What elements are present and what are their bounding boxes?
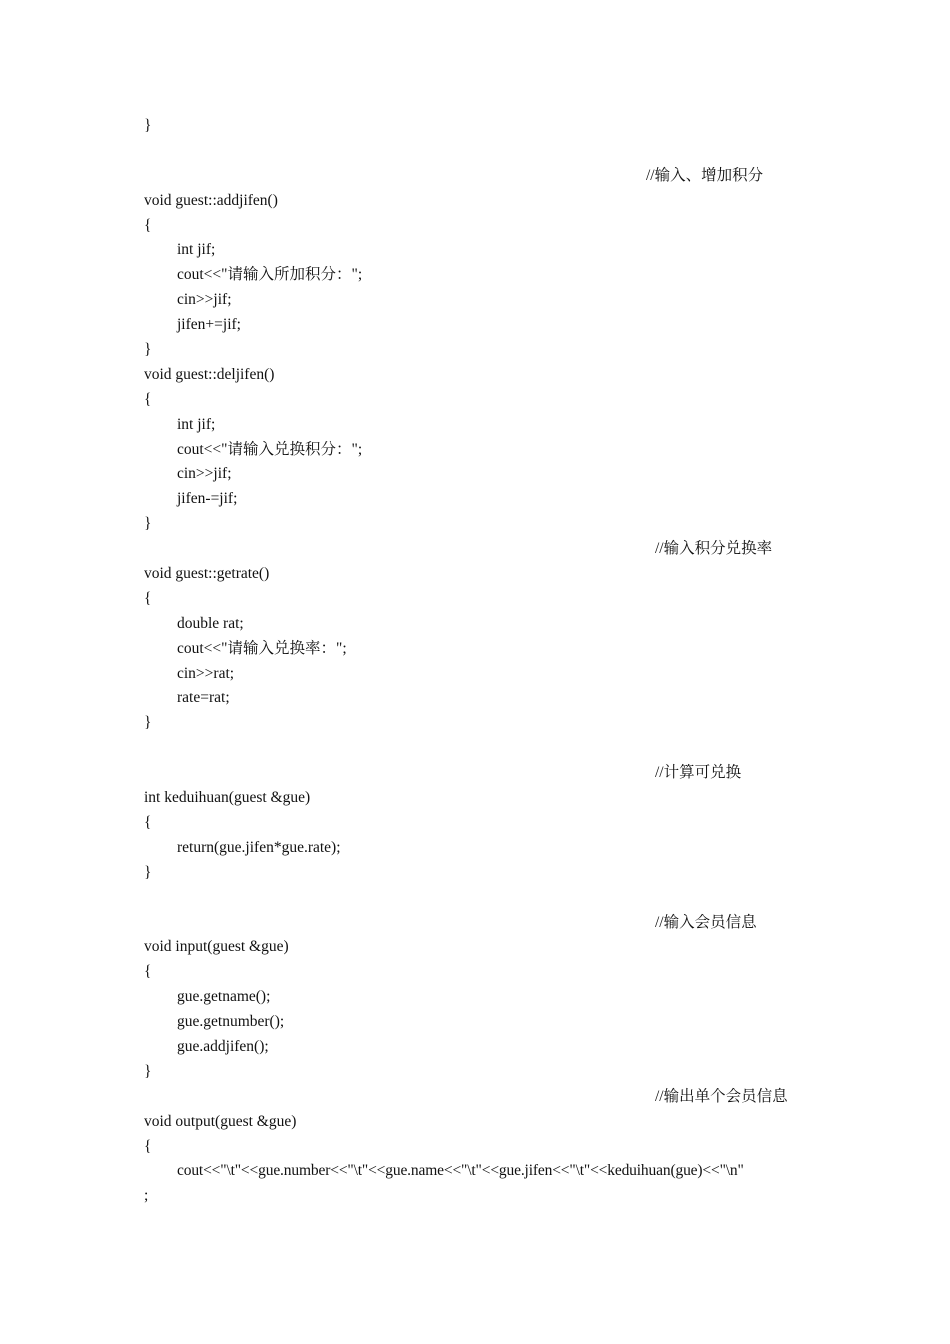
blank-line bbox=[0, 736, 950, 761]
code-comment: //输出单个会员信息 bbox=[655, 1087, 788, 1105]
code-line: cout<<"请输入所加积分："; bbox=[177, 266, 363, 284]
code-line: cin>>jif; bbox=[177, 465, 232, 483]
code-line: cout<<"请输入兑换率："; bbox=[177, 639, 347, 657]
blank-line bbox=[0, 886, 950, 911]
code-line: gue.getname(); bbox=[177, 988, 271, 1006]
code-line: { bbox=[144, 589, 152, 607]
code-line: gue.addjifen(); bbox=[177, 1037, 269, 1055]
code-line: ; bbox=[144, 1187, 149, 1205]
code-line: cin>>rat; bbox=[177, 664, 235, 682]
code-line: void output(guest &gue) bbox=[144, 1112, 297, 1130]
code-line: { bbox=[144, 216, 152, 234]
code-line: void guest::deljifen() bbox=[144, 365, 275, 383]
code-line: int jif; bbox=[177, 415, 216, 433]
code-line: { bbox=[144, 813, 152, 831]
blank-line bbox=[0, 139, 950, 164]
code-line: } bbox=[144, 515, 152, 533]
code-line: jifen+=jif; bbox=[177, 316, 241, 334]
code-comment: //输入会员信息 bbox=[655, 913, 757, 931]
code-line: } bbox=[144, 1062, 152, 1080]
code-line: { bbox=[144, 390, 152, 408]
code-line: cout<<"请输入兑换积分："; bbox=[177, 440, 363, 458]
code-line: } bbox=[144, 117, 152, 134]
code-line: rate=rat; bbox=[177, 689, 230, 707]
code-comment: //输入、增加积分 bbox=[646, 166, 764, 184]
code-line: void input(guest &gue) bbox=[144, 938, 289, 956]
code-line: cin>>jif; bbox=[177, 291, 232, 309]
code-line: double rat; bbox=[177, 614, 244, 632]
code-line: jifen-=jif; bbox=[177, 490, 238, 508]
code-comment: //输入积分兑换率 bbox=[655, 540, 773, 558]
code-comment: //计算可兑换 bbox=[655, 764, 742, 782]
code-line: void guest::getrate() bbox=[144, 565, 270, 583]
code-line: } bbox=[144, 863, 152, 881]
code-line: gue.getnumber(); bbox=[177, 1013, 285, 1031]
code-line: } bbox=[144, 341, 152, 359]
code-line: { bbox=[144, 963, 152, 981]
code-line: return(gue.jifen*gue.rate); bbox=[177, 838, 341, 856]
code-line: { bbox=[144, 1137, 152, 1155]
code-line: int jif; bbox=[177, 241, 216, 259]
code-line: cout<<"\t"<<gue.number<<"\t"<<gue.name<<"\t"<<gue.jifen<<"\t"<<keduihuan(gue)<<"\n" bbox=[177, 1162, 744, 1180]
code-listing bbox=[0, 114, 950, 1209]
code-line: int keduihuan(guest &gue) bbox=[144, 789, 311, 807]
code-line: void guest::addjifen() bbox=[144, 191, 278, 209]
code-line: } bbox=[144, 714, 152, 732]
